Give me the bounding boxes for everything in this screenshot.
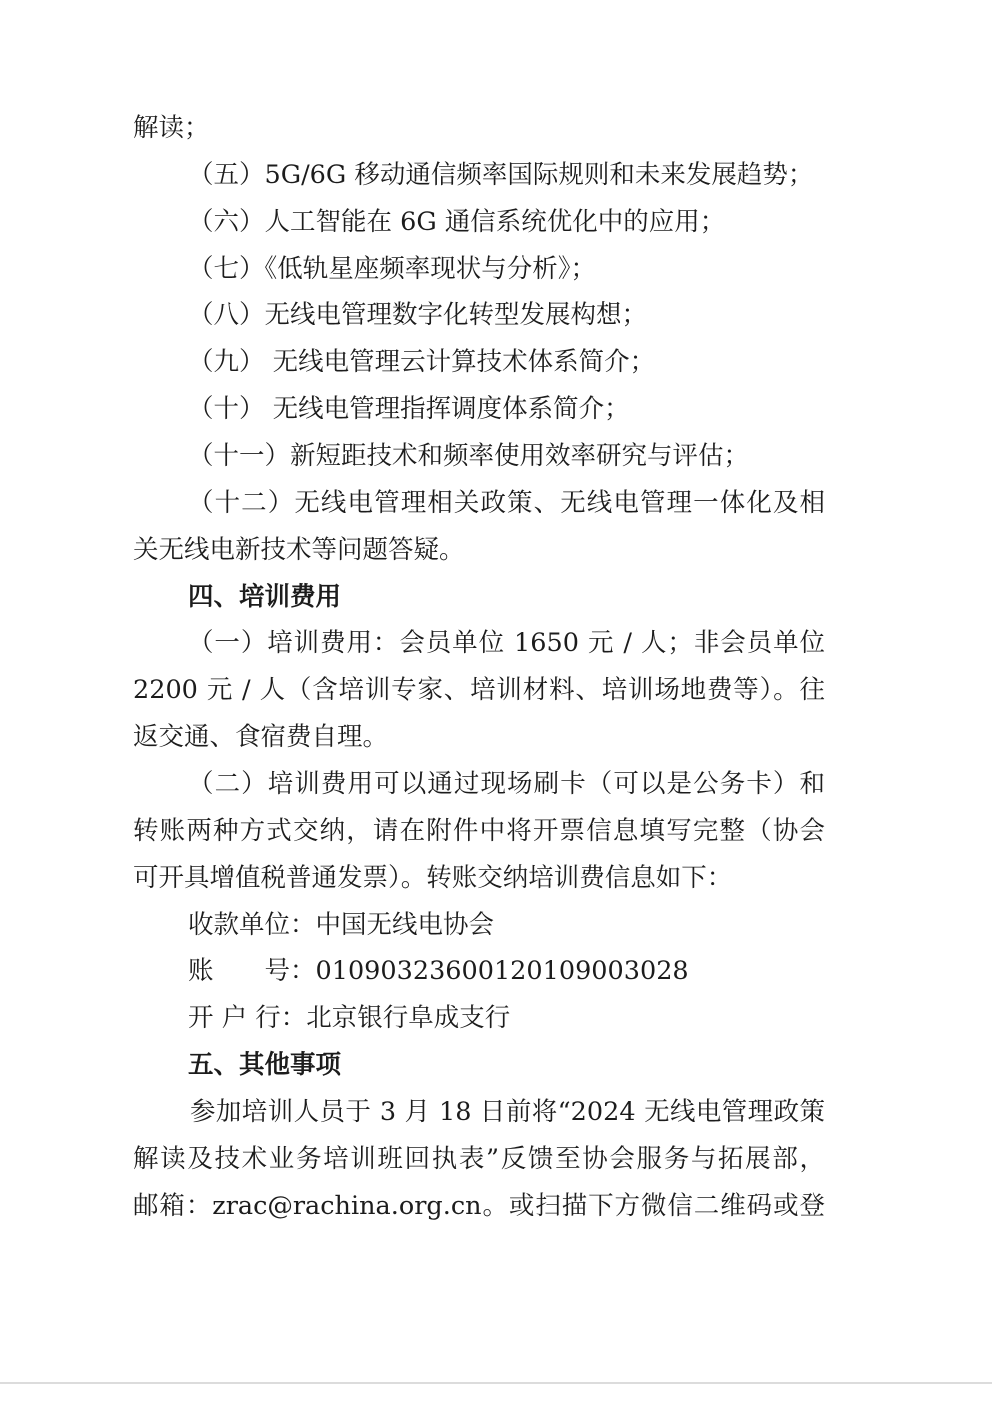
topic-item-11: （十一）新短距技术和频率使用效率研究与评估；: [188, 441, 750, 472]
fee-item-2-line-2: 转账两种方式交纳，请在附件中将开票信息填写完整（协会: [133, 815, 825, 846]
topic-item-8: （八）无线电管理数字化转型发展构想；: [188, 300, 648, 331]
continuation-line: 解读；: [133, 113, 210, 143]
bank-line: 开 户 行：北京银行阜成支行: [188, 1003, 511, 1034]
topic-item-7: （七）《低轨星座频率现状与分析》；: [188, 253, 597, 284]
scan-edge-line: [0, 1382, 992, 1384]
training-topics-list: [133, 152, 825, 574]
section-heading-other: 五、其他事项: [188, 1050, 342, 1081]
fee-item-1-line-3: 返交通、食宿费自理。: [133, 722, 389, 753]
fee-item-2-line-3: 可开具增值税普通发票）。转账交纳培训费信息如下：: [133, 862, 733, 893]
other-line-1: 参加培训人员于 3 月 18 日前将“2024 无线电管理政策: [190, 1097, 825, 1128]
payee-line: 收款单位：中国无线电协会: [188, 909, 495, 940]
fee-item-1-line-2: 2200 元 / 人（含培训专家、培训材料、培训场地费等）。往: [133, 675, 825, 706]
other-line-2: 解读及技术业务培训班回执表”反馈至协会服务与拓展部，: [133, 1143, 825, 1174]
other-line-3: 邮箱：zrac@rachina.org.cn。或扫描下方微信二维码或登: [133, 1190, 825, 1221]
fee-item-1-line-1: （一）培训费用：会员单位 1650 元 / 人；非会员单位: [188, 628, 825, 659]
topic-item-5: （五）5G/6G 移动通信频率国际规则和未来发展趋势；: [188, 159, 814, 190]
document-page: [133, 105, 825, 1230]
account-number-line: 账 号：01090323600120109003028: [188, 956, 689, 987]
section-heading-fees: 四、培训费用: [188, 581, 342, 612]
topic-item-10: （十） 无线电管理指挥调度体系简介；: [188, 394, 630, 425]
section-training-fees: [133, 574, 825, 1043]
topic-item-12-line-2: 关无线电新技术等问题答疑。: [133, 534, 465, 565]
topic-item-9: （九） 无线电管理云计算技术体系简介；: [188, 347, 656, 378]
fee-item-2-line-1: （二）培训费用可以通过现场刷卡（可以是公务卡）和: [188, 769, 825, 800]
topic-item-12-line-1: （十二）无线电管理相关政策、无线电管理一体化及相: [188, 487, 825, 518]
topic-item-6: （六）人工智能在 6G 通信系统优化中的应用；: [188, 206, 726, 237]
section-other-matters: [133, 1042, 825, 1229]
